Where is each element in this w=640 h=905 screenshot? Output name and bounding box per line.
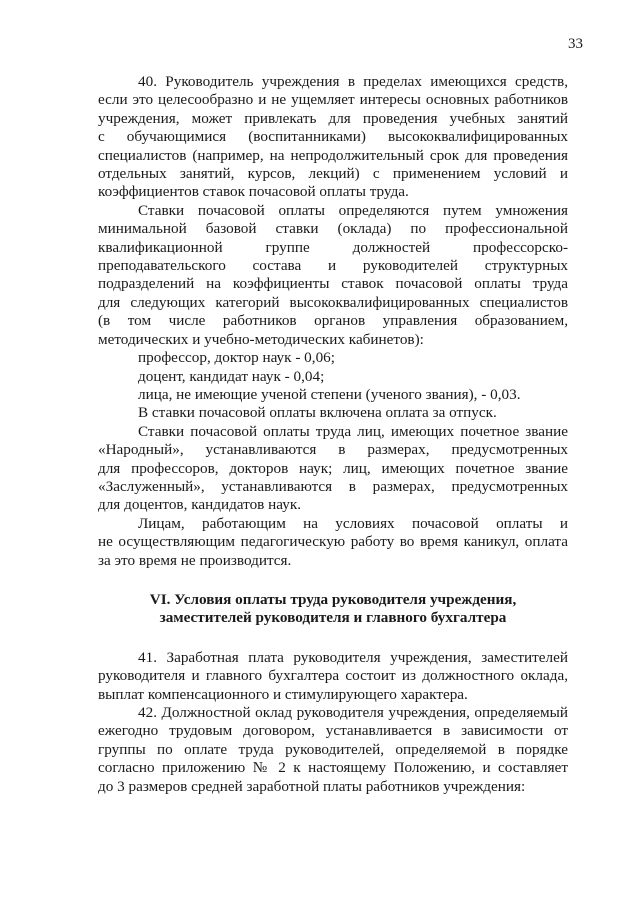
document-body: [98, 73, 568, 796]
text-line: коэффициентов ставок почасовой оплаты труда.: [98, 183, 409, 201]
page-number: 33: [568, 36, 583, 52]
text-line: для профессоров, докторов наук; лиц, имеющих почетное звание: [98, 459, 568, 477]
text-line: до 3 размеров средней заработной платы работников учреждения:: [98, 777, 526, 795]
paragraph-holidays: [98, 515, 568, 570]
text-line: «Заслуженный», устанавливаются в размерах, предусмотренных: [98, 477, 568, 495]
text-line: выплат компенсационного и стимулирующего характера.: [98, 685, 468, 703]
text-line: методических и учебно-методических кабинетов):: [98, 330, 424, 348]
text-line: 42. Должностной оклад руководителя учреждения, определяемый: [138, 704, 568, 721]
text-line: не осуществляющим педагогическую работу во время каникул, оплата: [98, 533, 568, 551]
text-line: (в том числе работников органов управления образованием,: [98, 312, 568, 330]
list-item: [98, 386, 568, 404]
text-line: В ставки почасовой оплаты включена оплата за отпуск.: [138, 404, 497, 422]
text-line: подразделений на коэффициенты ставок почасовой оплаты труда: [98, 275, 568, 293]
text-line: согласно приложению № 2 к настоящему Положению, и составляет: [98, 759, 568, 777]
heading-line: заместителей руководителя и главного бухгалтера: [159, 609, 507, 627]
text-line: преподавательского состава и руководителей структурных: [98, 257, 568, 275]
list-item: [98, 368, 568, 386]
text-line: для следующих категорий высококвалифицированных специалистов: [98, 293, 568, 311]
text-line: специалистов (например, на непродолжительный срок для проведения: [98, 146, 568, 164]
text-line: если это целесообразно и не ущемляет интересы основных работников: [98, 91, 568, 109]
text-line: Лицам, работающим на условиях почасовой оплаты и: [138, 514, 568, 532]
text-line: 40. Руководитель учреждения в пределах имеющихся средств,: [138, 73, 568, 90]
text-line: отдельных занятий, курсов, лекций) с применением условий и: [98, 165, 568, 183]
paragraph-honorary-titles: [98, 423, 568, 515]
text-line: руководителя и главного бухгалтера состоит из должностного оклада,: [98, 667, 568, 685]
text-line: Ставки почасовой оплаты труда лиц, имеющих почетное звание: [138, 422, 568, 440]
text-line: лица, не имеющие ученой степени (ученого звания), - 0,03.: [138, 385, 521, 403]
paragraph-vacation: [98, 404, 568, 422]
text-line: для доцентов, кандидатов наук.: [98, 496, 302, 514]
text-line: Ставки почасовой оплаты определяются путем умножения: [138, 201, 568, 219]
section-heading: [98, 591, 568, 628]
heading-line: VI. Условия оплаты труда руководителя учреждения,: [149, 590, 517, 608]
text-line: профессор, доктор наук - 0,06;: [138, 349, 335, 367]
text-line: минимальной базовой ставки (оклада) по профессиональной: [98, 220, 568, 238]
text-line: доцент, кандидат наук - 0,04;: [138, 367, 325, 385]
text-line: учреждения, может привлекать для проведения учебных занятий: [98, 109, 568, 127]
list-item: [98, 349, 568, 367]
paragraph-hourly-rates: [98, 202, 568, 349]
text-line: ежегодно трудовым договором, устанавливается в зависимости от: [98, 722, 568, 740]
text-line: с обучающимися (воспитанниками) высококвалифицированных: [98, 128, 568, 146]
paragraph-41: [98, 649, 568, 704]
text-line: «Народный», устанавливаются в размерах, предусмотренных: [98, 441, 568, 459]
text-line: за это время не производится.: [98, 551, 292, 569]
paragraph-42: [98, 704, 568, 796]
text-line: группы по оплате труда руководителей, определяемой в порядке: [98, 740, 568, 758]
paragraph-40: [98, 73, 568, 202]
text-line: квалификационной группе должностей профессорско-: [98, 238, 568, 256]
text-line: 41. Заработная плата руководителя учреждения, заместителей: [138, 648, 568, 666]
